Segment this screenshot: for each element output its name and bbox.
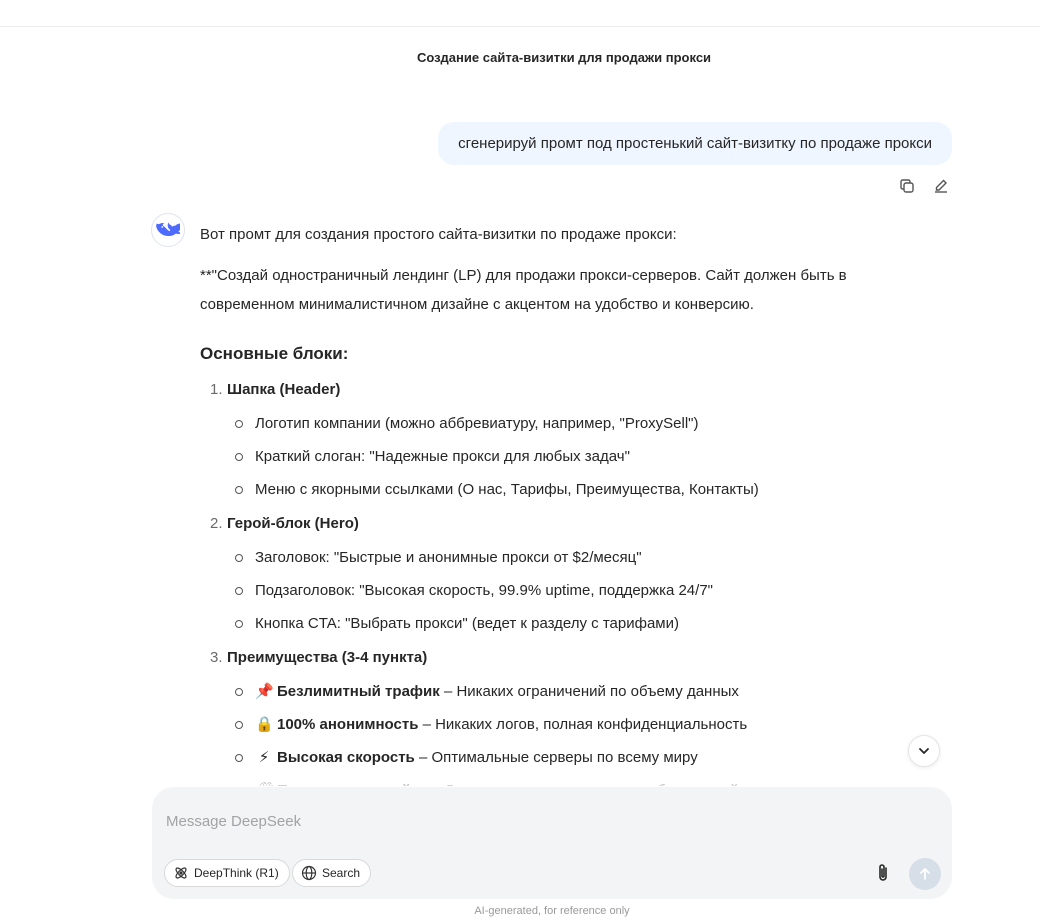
block-title: Шапка (Header): [227, 381, 341, 398]
chevron-down-icon: [917, 744, 931, 758]
deepseek-whale-icon: [156, 220, 180, 240]
search-label: Search: [322, 866, 361, 880]
lightning-icon: ⚡: [258, 749, 270, 766]
deepthink-label: DeepThink (R1): [194, 866, 279, 880]
list-number: 1.: [210, 381, 223, 398]
list-number: 3.: [210, 649, 223, 666]
feature-title: Безлимитный трафик: [277, 683, 440, 700]
list-item: Логотип компании (можно аббревиатуру, например, "ProxySell"): [227, 407, 910, 440]
arrow-up-icon: [918, 867, 932, 881]
feature-text: – Никаких ограничений по объему данных: [439, 683, 739, 700]
list-item: Кнопка CTA: "Выбрать прокси" (ведет к разделу с тарифами): [227, 607, 910, 640]
block-title: Преимущества (3-4 пункта): [227, 649, 428, 666]
send-button[interactable]: [909, 858, 941, 890]
message-input[interactable]: [166, 801, 938, 841]
copy-icon: [898, 177, 916, 195]
list-item: [227, 708, 910, 741]
list-item: [200, 509, 910, 640]
user-message: сгенерируй промт под простенький сайт-визитку по продаже прокси: [438, 122, 952, 165]
globe-icon: [301, 865, 317, 881]
list-item: Заголовок: "Быстрые и анонимные прокси от $2/месяц": [227, 541, 910, 574]
user-message-actions: [897, 176, 951, 196]
answer-intro: Вот промт для создания простого сайта-визитки по продаже прокси:: [200, 226, 677, 243]
pencil-icon: [932, 177, 950, 195]
list-item: Подзаголовок: "Высокая скорость, 99.9% uptime, поддержка 24/7": [227, 574, 910, 607]
top-divider: [0, 26, 1040, 27]
feature-title: Высокая скорость: [277, 749, 415, 766]
paperclip-icon: [873, 862, 893, 884]
feature-text: – Оптимальные серверы по всему миру: [414, 749, 698, 766]
block-title: Герой-блок (Hero): [227, 515, 359, 532]
lock-icon: 🔒: [255, 716, 274, 733]
pushpin-icon: 📌: [255, 683, 274, 700]
feature-text: – Никаких логов, полная конфиденциальность: [418, 716, 748, 733]
sub-list: [227, 407, 910, 506]
ai-disclaimer: AI-generated, for reference only: [474, 905, 630, 917]
atom-icon: [173, 865, 189, 881]
chat-title: Создание сайта-визитки для продажи прокси: [416, 50, 712, 65]
section-heading: Основные блоки:: [200, 344, 349, 363]
assistant-answer: [200, 220, 910, 810]
list-number: 2.: [210, 515, 223, 532]
copy-button[interactable]: [897, 176, 917, 196]
feature-title: 100% анонимность: [277, 716, 419, 733]
blocks-list: [200, 375, 910, 807]
list-item: Краткий слоган: "Надежные прокси для любых задач": [227, 440, 910, 473]
list-item: [200, 375, 910, 506]
answer-prompt-text: **"Создай одностраничный лендинг (LP) для продажи прокси-серверов. Сайт должен быть в современном минималистичном дизайне с акцентом на удобство и конверсию.: [200, 267, 847, 313]
message-composer: [152, 787, 952, 899]
list-item: Меню с якорными ссылками (О нас, Тарифы, Преимущества, Контакты): [227, 473, 910, 506]
edit-button[interactable]: [931, 176, 951, 196]
scroll-to-bottom-button[interactable]: [908, 735, 940, 767]
attach-button[interactable]: [870, 860, 896, 886]
sub-list: [227, 541, 910, 640]
assistant-avatar: [151, 213, 185, 247]
search-button[interactable]: [292, 859, 371, 887]
deepthink-button[interactable]: [164, 859, 290, 887]
list-item: [227, 675, 910, 708]
